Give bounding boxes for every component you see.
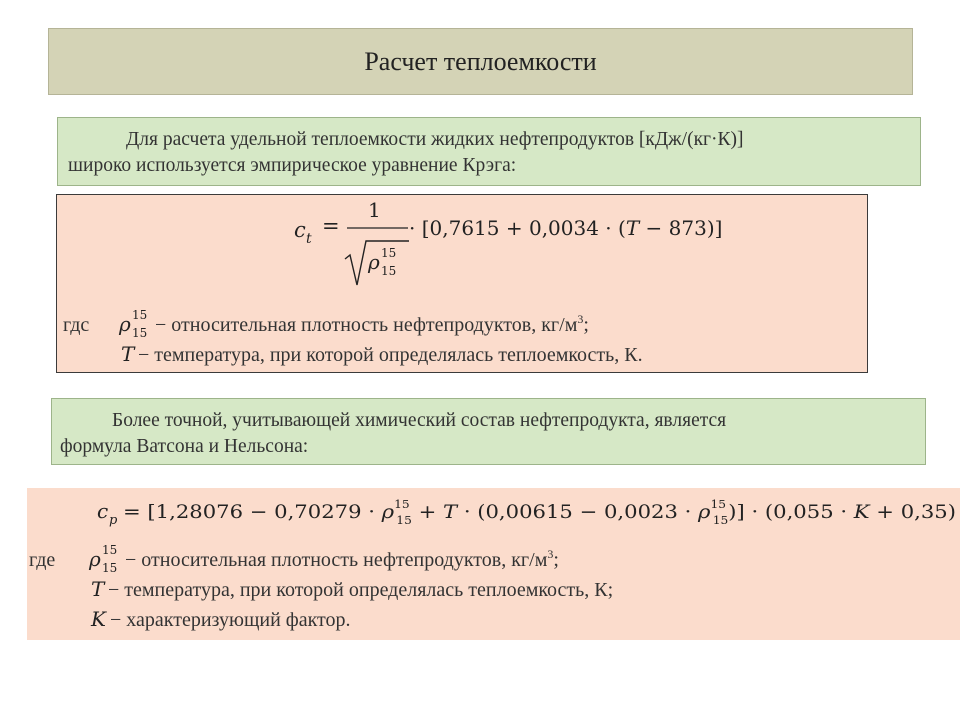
- legend1-where: гдс: [63, 314, 90, 336]
- formula1-lhs-sub: t: [306, 231, 312, 247]
- formula1-eq: =: [322, 214, 340, 238]
- legend1-T: T: [121, 342, 135, 366]
- formula1-bracket: · [0,7615 + 0,0034 · (T − 873)]: [409, 216, 723, 240]
- legend2-T: T: [91, 577, 105, 601]
- legend2-rho-sup: 15: [102, 543, 118, 557]
- formula1-lhs: c: [294, 218, 306, 242]
- formula2-lhs-sub: p: [109, 513, 118, 528]
- formula1-rho-sup: 15: [381, 246, 397, 260]
- legend2-rho-sub: 15: [102, 561, 118, 575]
- intro1-line1: Для расчета удельной теплоемкости жидких нефтепродуктов [кДж/(кг·К)]: [126, 129, 744, 150]
- watson-nelson-formula-box: [27, 488, 960, 640]
- legend1-rho-sup: 15: [132, 308, 148, 322]
- legend1-rho-sub: 15: [132, 326, 148, 340]
- legend1-item1: − относительная плотность нефтепродуктов, $кг/м^3$;: [155, 312, 589, 336]
- intro-paragraph-1: [57, 117, 921, 186]
- intro-paragraph-2: [51, 398, 926, 465]
- intro1-line2: широко используется эмпирическое уравнение Крэга:: [68, 155, 517, 176]
- legend2-K: K: [91, 607, 106, 631]
- legend2-where: где: [29, 549, 56, 571]
- craig-formula: [57, 195, 869, 374]
- formula1-rho: ρ: [368, 250, 380, 274]
- title-banner: [48, 28, 913, 95]
- legend2-rho: ρ: [89, 547, 101, 571]
- intro2-line1: Более точной, учитывающей химический состав нефтепродукта, является: [112, 410, 727, 431]
- formula1-numerator: 1: [368, 198, 381, 222]
- formula1-rho-sub: 15: [381, 264, 397, 278]
- legend2-item2: − температура, при которой определялась теплоемкость, К;: [108, 579, 614, 601]
- legend1-item2: − температура, при которой определялась теплоемкость, К.: [138, 344, 643, 366]
- formula2-expression: = [$1,28076 - 0,70279 \cdot \rho^{15}$ $15 + T \cdot (0,00615 - 0,0023 \cdot \rho^{15}$ 15)] · (0,055 · K + 0,35): [123, 498, 948, 527]
- legend1-rho: ρ: [119, 312, 131, 336]
- intro2-line2: формула Ватсона и Нельсона:: [60, 436, 309, 457]
- watson-nelson-formula: [27, 488, 960, 640]
- formula2-lhs: c: [97, 499, 109, 523]
- page-title: Расчет теплоемкости: [364, 46, 597, 76]
- craig-formula-box: [56, 194, 868, 373]
- legend2-item1: − относительная плотность нефтепродуктов, $кг/м^3$;: [125, 547, 559, 571]
- legend2-item3: − характеризующий фактор.: [110, 609, 351, 631]
